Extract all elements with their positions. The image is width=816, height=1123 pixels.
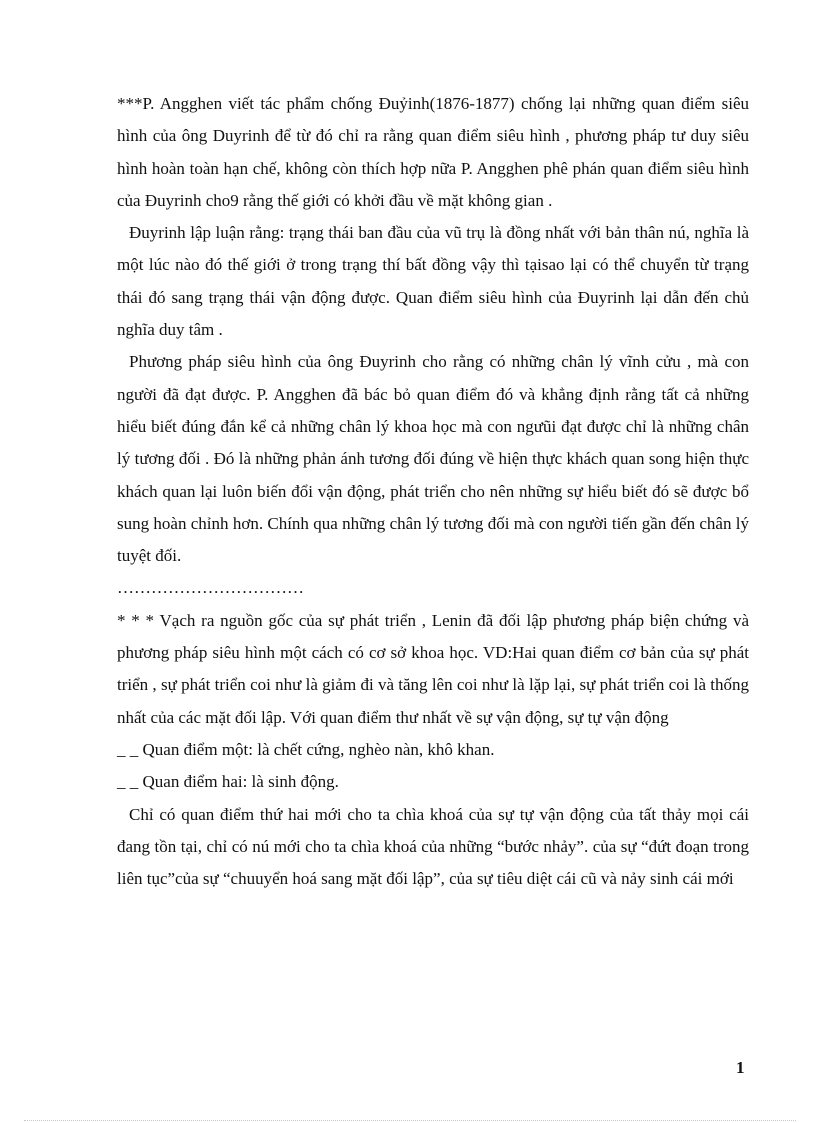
body-text [117,88,749,895]
list-item-view-two: _ _ Quan điểm hai: là sinh động. [117,772,339,792]
paragraph-eternal-truths: Phương pháp siêu hình của ông Đuyrinh cho rằng có những chân lý vĩnh cửu , mà con người đã đạt được. P. Angghen đã bác bỏ quan điểm đó và khẳng định rằng tất cả những hiểu biết đúng đắn kể cả những chân lý khoa học mà con ngưũi đạt được chỉ là những chân lý tương đối . Đó là những phản ánh tương đối đúng về hiện thực khách quan song hiện thực khách quan lại luôn biến đổi vận động, phát triển cho nên những sự hiểu biết đó sẽ được bổ sung hoàn chỉnh hơn. Chính qua những chân lý tương đối mà con người tiến gần đến chân lý tuyệt đối. [117,352,749,566]
dotted-separator: …………………………… [117,578,304,598]
page-number: 1 [736,1058,745,1077]
paragraph-second-view: Chỉ có quan điểm thứ hai mới cho ta chìa khoá của sự tự vận động của tất thảy mọi cái đang tồn tại, chỉ có nú mới cho ta chìa khoá của những “bước nhảy”. của sự “đứt đoạn trong liên tục”của sự “chuuyển hoá sang mặt đối lập”, của sự tiêu diệt cái cũ và nảy sinh cái mới [117,804,749,889]
paragraph-lenin-development: * * * Vạch ra nguồn gốc của sự phát triển , Lenin đã đối lập phương pháp biện chứng và phương pháp siêu hình một cách có cơ sở khoa học. VD:Hai quan điểm cơ bản của sự phát triển , sự phát triển coi như là giảm đi và tăng lên coi như là lặp lại, sự phát triển coi là thống nhất của các mặt đối lập. Với quan điểm thư nhất về sự vận động, sự tự vận động [117,610,749,727]
page-bottom-divider [24,1120,796,1121]
list-item-view-one: _ _ Quan điểm một: là chết cứng, nghèo nàn, khô khan. [117,739,495,759]
paragraph-engels-anti-duhring: ***P. Angghen viết tác phẩm chống Đuỷinh(1876-1877) chống lại những quan điểm siêu hình của ông Duyrinh để từ đó chỉ ra rằng quan điểm siêu hình , phương pháp tư duy siêu hình hoàn toàn hạn chế, không còn thích hợp nữa P. Angghen phê phán quan điểm siêu hình của Đuyrinh cho9 rằng thế giới có khởi đầu về mặt không gian . [117,94,749,210]
paragraph-duhring-argument: Đuyrinh lập luận rằng: trạng thái ban đầu của vũ trụ là đồng nhất với bản thân nú, nghĩa là một lúc nào đó thế giới ở trong trạng thí bất đồng vậy thì tạisao lại có thể chuyển từ trạng thái đó sang trạng thái vận động được. Quan điểm siêu hình của Đuyrinh lại dẫn đến chủ nghĩa duy tâm . [117,223,749,340]
